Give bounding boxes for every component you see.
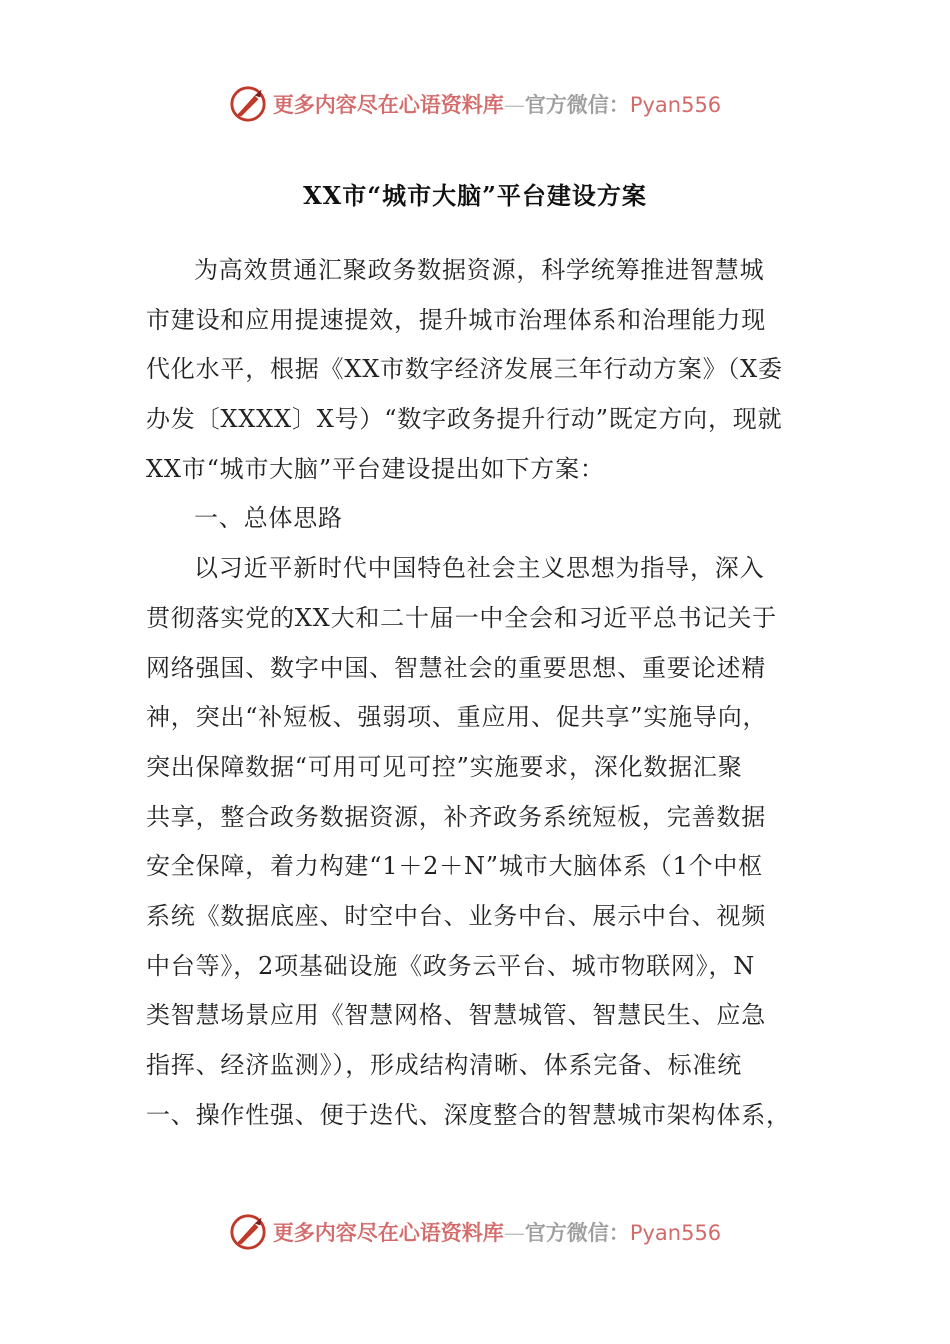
body-line: XX市“城市大脑”平台建设提出如下方案：: [146, 454, 605, 483]
quill-logo-icon: [229, 1213, 267, 1251]
body-line: 中台等》，2项基础设施《政务云平台、城市物联网》，N: [146, 951, 756, 980]
document-body: [146, 246, 806, 1140]
watermark-cn-text: 更多内容尽在心语资料库: [272, 92, 504, 117]
body-line: 指挥、经济监测》），形成结构清晰、体系完备、标准统: [146, 1051, 742, 1079]
body-line: 办发〔XXXX〕X号）“数字政务提升行动”既定方向，现就: [146, 405, 783, 434]
watermark-wechat-id: Pyan556: [629, 93, 722, 117]
watermark-cn-text: 更多内容尽在心语资料库: [272, 1220, 504, 1245]
watermark-separator: —: [503, 1221, 525, 1245]
watermark-official-label: 官方微信：: [524, 92, 630, 117]
section-heading: 一、总体思路: [194, 504, 343, 533]
watermark-text: [273, 89, 721, 119]
body-line: 突出保障数据“可用可见可控”实施要求，深化数据汇聚: [146, 752, 743, 781]
document-title: XX市“城市大脑”平台建设方案: [303, 181, 647, 210]
quill-logo-icon: [229, 85, 267, 123]
watermark-wechat-id: Pyan556: [629, 1221, 722, 1245]
body-line: 市建设和应用提速提效，提升城市治理体系和治理能力现: [146, 305, 766, 334]
body-line: 神，突出“补短板、强弱项、重应用、促共享”实施导向，: [146, 703, 768, 732]
body-line: 为高效贯通汇聚政务数据资源，科学统筹推进智慧城: [194, 256, 765, 284]
body-line: 网络强国、数字中国、智慧社会的重要思想、重要论述精: [146, 653, 766, 682]
body-line: 类智慧场景应用《智慧网格、智慧城管、智慧民生、应急: [146, 1001, 766, 1030]
watermark-text: [273, 1217, 721, 1247]
body-line: 贯彻落实党的XX大和二十届一中全会和习近平总书记关于: [146, 603, 777, 632]
body-line: 系统《数据底座、时空中台、业务中台、展示中台、视频: [146, 901, 766, 930]
body-line: 安全保障，着力构建“1＋2＋N”城市大脑体系（1个中枢: [146, 852, 763, 881]
watermark-footer: [0, 1210, 950, 1254]
watermark-header: [0, 82, 950, 126]
watermark-separator: —: [503, 93, 525, 117]
body-line: 代化水平，根据《XX市数字经济发展三年行动方案》（X委: [146, 355, 783, 384]
body-line: 一、操作性强、便于迭代、深度整合的智慧城市架构体系，: [146, 1100, 791, 1129]
body-line: 以习近平新时代中国特色社会主义思想为指导，深入: [194, 554, 765, 583]
body-line: 共享，整合政务数据资源，补齐政务系统短板，完善数据: [146, 802, 766, 831]
watermark-official-label: 官方微信：: [524, 1220, 630, 1245]
